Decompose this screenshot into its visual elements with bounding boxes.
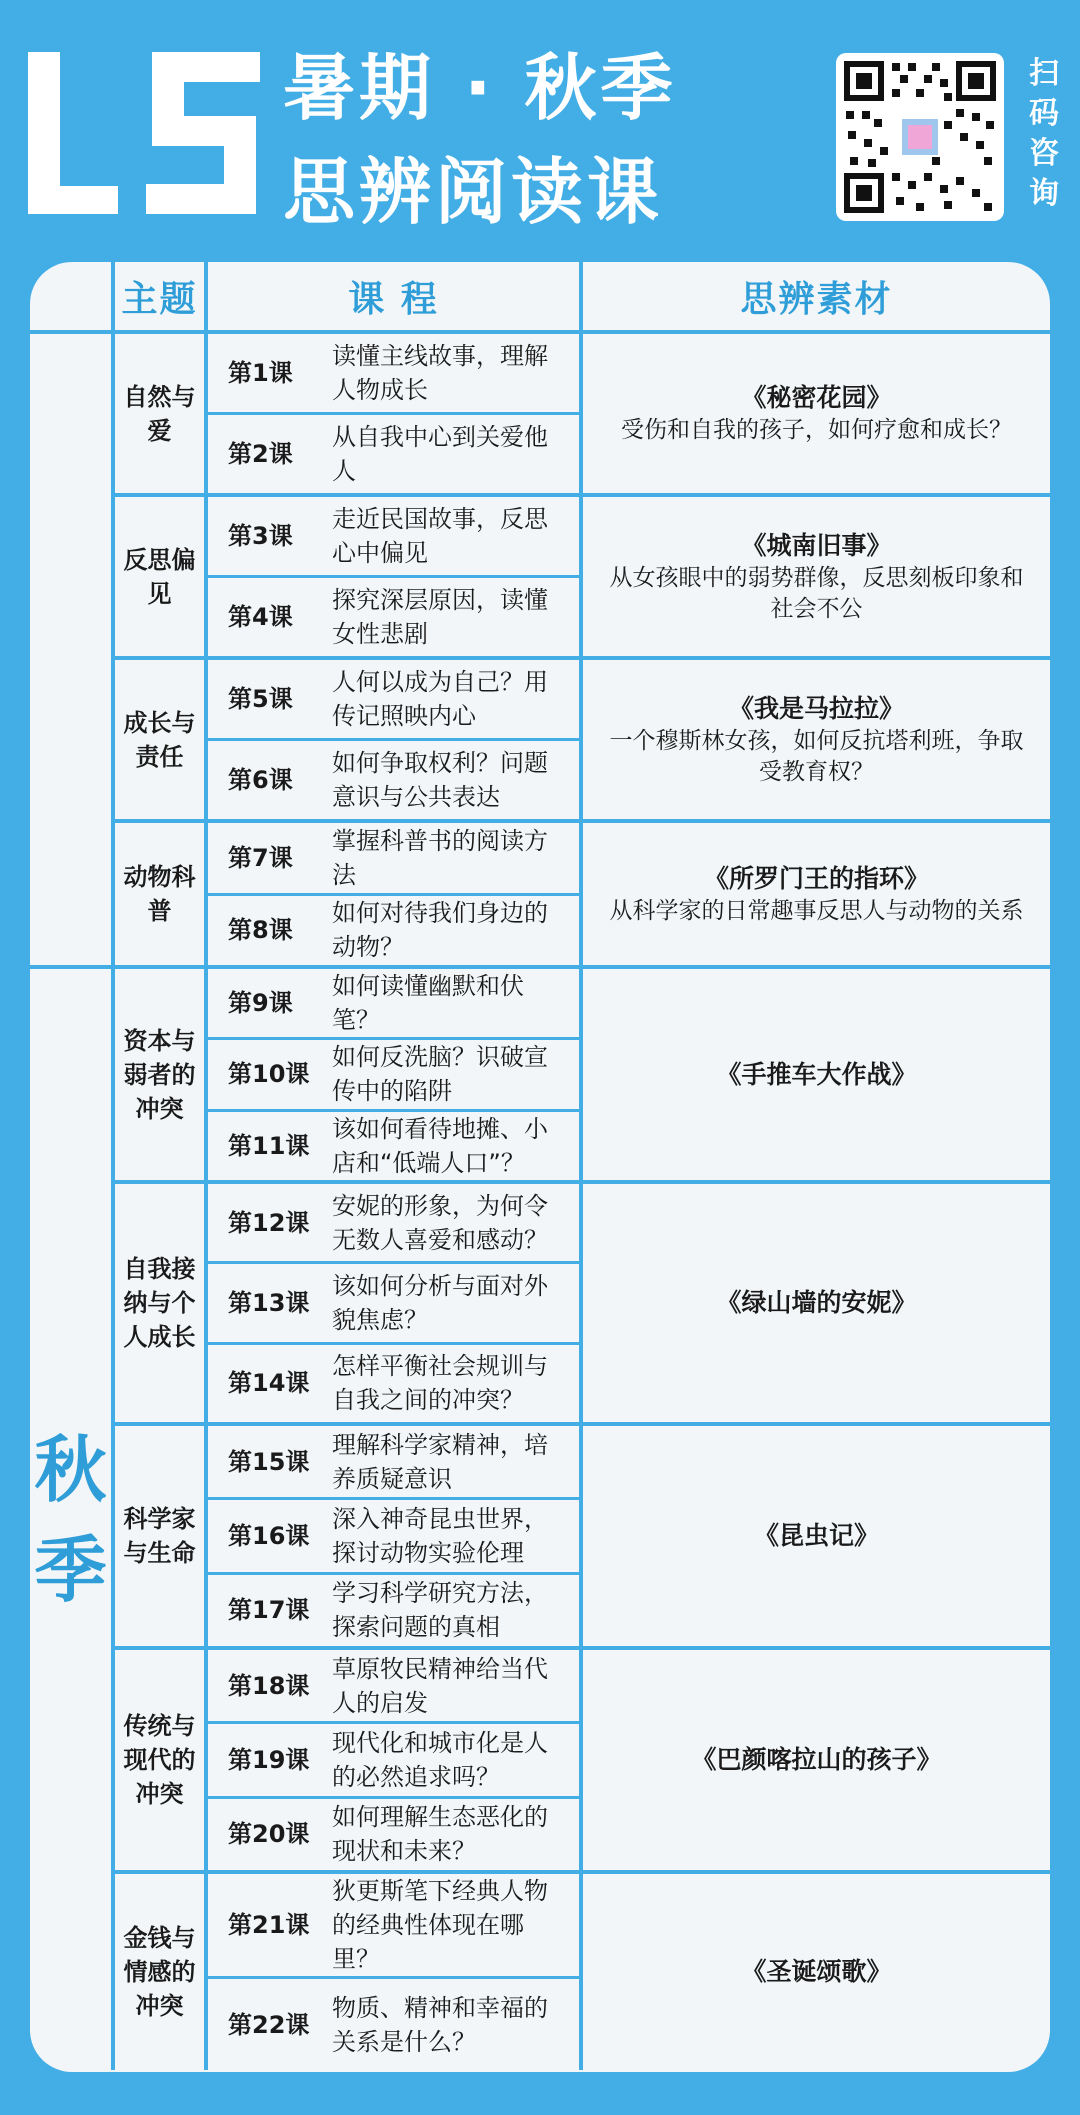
lesson-number: 第5课	[228, 685, 293, 713]
lesson-title: 读懂主线故事，理解人物成长	[332, 342, 548, 404]
lesson-item	[208, 415, 579, 493]
lesson-title: 怎样平衡社会规训与自我之间的冲突？	[332, 1352, 548, 1415]
lesson-item	[208, 1650, 579, 1724]
lesson-list	[208, 1184, 579, 1422]
theme-cell	[115, 1184, 204, 1422]
lesson-title: 探究深层原因，读懂女性悲剧	[332, 586, 548, 648]
lesson-title: 如何反洗脑？识破宣传中的陷阱	[332, 1043, 548, 1106]
material-book-title: 《秘密花园》	[741, 383, 892, 412]
lesson-number: 第7课	[228, 843, 293, 872]
lesson-list	[208, 1650, 579, 1870]
lesson-number: 第22课	[228, 2010, 310, 2039]
material-cell	[583, 334, 1050, 493]
material-cell	[583, 1650, 1050, 1870]
lesson-title: 安妮的形象，为何令无数人喜爱和感动？	[332, 1191, 548, 1254]
lesson-number: 第4课	[228, 603, 293, 631]
theme-label: 成长与责任	[123, 708, 196, 771]
lesson-title: 掌握科普书的阅读方法	[332, 826, 548, 889]
scan-consult-text: 扫码咨询	[1029, 56, 1059, 211]
lesson-number: 第14课	[228, 1369, 310, 1398]
lesson-title: 如何争取权利？问题意识与公共表达	[332, 749, 548, 811]
material-cell	[583, 1184, 1050, 1422]
lesson-item	[208, 1040, 579, 1111]
column-header-material: 思辨素材	[740, 278, 893, 320]
theme-label: 传统与现代的冲突	[123, 1712, 196, 1808]
lesson-number: 第6课	[228, 766, 293, 794]
qr-code-graphic	[844, 61, 996, 213]
lesson-number: 第21课	[228, 1911, 310, 1939]
lesson-title: 走近民国故事，反思心中偏见	[332, 505, 548, 567]
lesson-item	[208, 823, 579, 896]
theme-cell	[115, 1650, 204, 1870]
material-cell	[583, 497, 1050, 656]
material-cell	[583, 1874, 1050, 2070]
material-book-title: 《所罗门王的指环》	[703, 863, 929, 893]
material-description: 从女孩眼中的弱势群像，反思刻板印象和社会不公	[609, 564, 1024, 622]
header	[0, 0, 1080, 262]
material-description: 受伤和自我的孩子，如何疗愈和成长？	[621, 417, 1012, 443]
lesson-item	[208, 1264, 579, 1344]
lesson-item	[208, 969, 579, 1040]
lesson-number: 第20课	[228, 1820, 310, 1849]
material-book-title: 《手推车大作战》	[716, 1059, 917, 1089]
lesson-number: 第11课	[228, 1131, 310, 1160]
lesson-number: 第13课	[228, 1288, 310, 1317]
lesson-item	[208, 334, 579, 415]
theme-cell	[115, 969, 204, 1180]
lesson-title: 该如何分析与面对外貌焦虑？	[332, 1271, 548, 1334]
material-book-title: 《巴颜喀拉山的孩子》	[691, 1745, 942, 1774]
title-line-2: 思辨阅读课	[283, 150, 664, 234]
theme-cell	[115, 660, 204, 819]
lesson-item	[208, 1184, 579, 1264]
theme-cell	[115, 1874, 204, 2070]
lesson-item	[208, 497, 579, 578]
lesson-title: 如何理解生态恶化的现状和未来？	[332, 1803, 548, 1866]
lesson-item	[208, 1345, 579, 1422]
lesson-item	[208, 1799, 579, 1870]
season-autumn	[30, 969, 111, 2070]
column-header-theme: 主题	[121, 278, 198, 320]
theme-label: 金钱与情感的冲突	[123, 1924, 196, 2020]
lesson-title: 学习科学研究方法，探索问题的真相	[332, 1579, 548, 1642]
qr-code-icon[interactable]	[836, 53, 1004, 221]
material-book-title: 《城南旧事》	[741, 530, 892, 560]
lesson-title: 狄更斯笔下经典人物的经典性体现在哪里？	[332, 1877, 548, 1973]
lesson-number: 第19课	[228, 1745, 310, 1774]
ls-logo	[20, 48, 270, 218]
lesson-number: 第8课	[228, 916, 293, 945]
material-description: 一个穆斯林女孩，如何反抗塔利班，争取受教育权？	[609, 727, 1024, 785]
lesson-number: 第9课	[228, 989, 293, 1018]
column-header-course: 课 程	[348, 278, 439, 320]
lesson-number: 第17课	[228, 1596, 310, 1625]
lesson-list	[208, 1426, 579, 1646]
lesson-title: 该如何看待地摊、小店和“低端人口”？	[332, 1114, 548, 1177]
material-book-title: 《圣诞颂歌》	[741, 1957, 892, 1986]
theme-label: 反思偏见	[123, 545, 196, 608]
lesson-list	[208, 660, 579, 819]
lesson-number: 第10课	[228, 1060, 310, 1089]
theme-label: 资本与弱者的冲突	[123, 1026, 196, 1123]
material-book-title: 《昆虫记》	[753, 1521, 879, 1550]
lesson-title: 草原牧民精神给当代人的启发	[332, 1654, 548, 1717]
lesson-item	[208, 1500, 579, 1574]
lesson-number: 第12课	[228, 1208, 310, 1237]
lesson-item	[208, 1979, 579, 2070]
lesson-item	[208, 1575, 579, 1646]
theme-cell	[115, 334, 204, 493]
title-line-1: 暑期 · 秋季	[283, 46, 677, 130]
lesson-number: 第3课	[228, 522, 293, 550]
lesson-item	[208, 741, 579, 819]
theme-label: 自我接纳与个人成长	[123, 1255, 196, 1351]
lesson-list	[208, 1874, 579, 2070]
theme-cell	[115, 1426, 204, 1646]
theme-label: 动物科普	[123, 863, 196, 925]
lesson-title: 如何读懂幽默和伏笔？	[332, 972, 524, 1035]
theme-cell	[115, 823, 204, 965]
material-cell	[583, 969, 1050, 1180]
lesson-title: 深入神奇昆虫世界，探讨动物实验伦理	[332, 1504, 548, 1567]
material-cell	[583, 1426, 1050, 1646]
lesson-number: 第1课	[228, 359, 293, 387]
theme-label: 自然与爱	[123, 382, 196, 445]
lesson-item	[208, 1724, 579, 1798]
theme-cell	[115, 497, 204, 656]
header-blank	[30, 262, 111, 330]
material-book-title: 《绿山墙的安妮》	[716, 1288, 917, 1317]
material-cell	[583, 823, 1050, 965]
lesson-title: 从自我中心到关爱他人	[332, 423, 548, 485]
material-cell	[583, 660, 1050, 819]
season-autumn-char-1: 秋	[34, 1427, 107, 1512]
lesson-item	[208, 1874, 579, 1979]
lesson-title: 物质、精神和幸福的关系是什么？	[332, 1993, 548, 2056]
course-table	[30, 262, 1050, 2072]
lesson-title: 人何以成为自己？用传记照映内心	[332, 668, 548, 730]
lesson-item	[208, 578, 579, 656]
lesson-item	[208, 660, 579, 741]
material-book-title: 《我是马拉拉》	[728, 693, 904, 723]
lesson-list	[208, 823, 579, 965]
lesson-title: 现代化和城市化是人的必然追求吗？	[332, 1728, 548, 1791]
theme-label: 科学家与生命	[123, 1505, 196, 1567]
season-autumn-char-2: 季	[34, 1527, 107, 1612]
lesson-number: 第15课	[228, 1447, 310, 1476]
lesson-number: 第18课	[228, 1671, 310, 1700]
lesson-number: 第16课	[228, 1521, 310, 1550]
lesson-list	[208, 969, 579, 1180]
lesson-title: 理解科学家精神，培养质疑意识	[332, 1430, 548, 1493]
lesson-item	[208, 896, 579, 966]
lesson-item	[208, 1112, 579, 1180]
lesson-item	[208, 1426, 579, 1500]
lesson-title: 如何对待我们身边的动物？	[332, 899, 548, 962]
season-summer	[30, 334, 111, 965]
material-description: 从科学家的日常趣事反思人与动物的关系	[609, 897, 1024, 924]
lesson-number: 第2课	[228, 440, 293, 468]
lesson-list	[208, 334, 579, 493]
lesson-list	[208, 497, 579, 656]
